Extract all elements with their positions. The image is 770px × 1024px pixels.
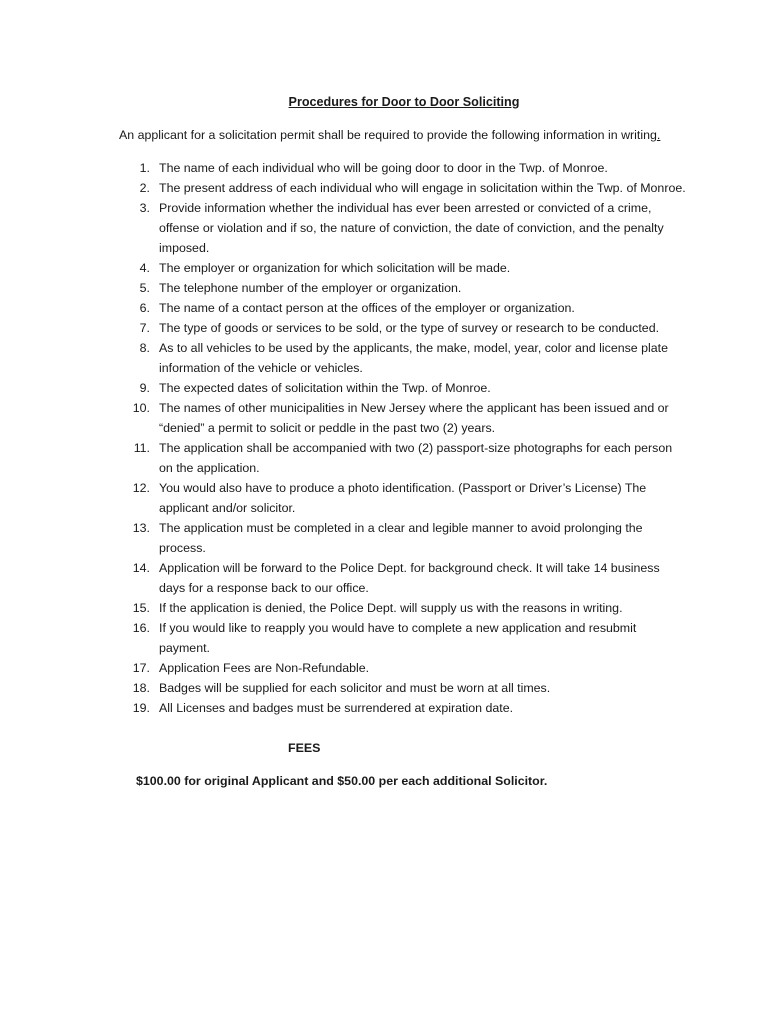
list-item-number: 3. bbox=[139, 201, 150, 215]
list-item-text: If you would like to reapply you would have to complete a new application and resubmit payment. bbox=[159, 621, 637, 655]
list-item-number: 16. bbox=[132, 621, 150, 635]
list-item-text: All Licenses and badges must be surrendered at expiration date. bbox=[159, 701, 514, 715]
fees-heading: FEES bbox=[288, 741, 321, 755]
page-title: Procedures for Door to Door Soliciting bbox=[288, 95, 520, 109]
list-item bbox=[0, 198, 689, 258]
list-item-number: 7. bbox=[139, 321, 150, 335]
list-item-text: The names of other municipalities in New Jersey where the applicant has been issued and or “denied” a permit to solicit or peddle in the past two (2) years. bbox=[159, 401, 669, 435]
list-item-text: If the application is denied, the Police Dept. will supply us with the reasons in writing. bbox=[159, 601, 623, 615]
list-item-text: The name of each individual who will be going door to door in the Twp. of Monroe. bbox=[159, 161, 608, 175]
list-item-text: The present address of each individual who will engage in solicitation within the Twp. of Monroe. bbox=[159, 181, 686, 195]
list-item bbox=[0, 438, 689, 478]
list-item bbox=[0, 398, 689, 438]
list-item-number: 1. bbox=[139, 161, 150, 175]
list-item-text: The application must be completed in a clear and legible manner to avoid prolonging the process. bbox=[159, 521, 643, 555]
list-item-text: The employer or organization for which solicitation will be made. bbox=[159, 261, 511, 275]
list-item bbox=[0, 678, 689, 698]
intro-period: . bbox=[656, 128, 661, 142]
list-item-text: Application will be forward to the Police Dept. for background check. It will take 14 business days for a response back to our office. bbox=[159, 561, 660, 595]
list-item-text: The telephone number of the employer or organization. bbox=[159, 281, 462, 295]
list-item bbox=[0, 618, 689, 658]
list-item-number: 8. bbox=[139, 341, 150, 355]
list-item-number: 11. bbox=[133, 441, 150, 455]
intro-text: An applicant for a solicitation permit shall be required to provide the following information in writing bbox=[119, 128, 657, 142]
list-item bbox=[0, 258, 689, 278]
list-item-number: 5. bbox=[139, 281, 150, 295]
list-item-text: As to all vehicles to be used by the applicants, the make, model, year, color and license plate information of the vehicle or vehicles. bbox=[159, 341, 668, 375]
list-item-text: The name of a contact person at the offices of the employer or organization. bbox=[159, 301, 575, 315]
list-item-text: You would also have to produce a photo identification. (Passport or Driver’s License) The applicant and/or solicitor. bbox=[159, 481, 647, 515]
list-item bbox=[0, 658, 689, 678]
list-item bbox=[0, 318, 689, 338]
list-item-text: The type of goods or services to be sold, or the type of survey or research to be conducted. bbox=[159, 321, 660, 335]
list-item-number: 19. bbox=[132, 701, 150, 715]
list-item-number: 9. bbox=[139, 381, 150, 395]
intro-paragraph bbox=[119, 125, 759, 145]
list-item-number: 18. bbox=[132, 681, 150, 695]
list-item bbox=[0, 378, 689, 398]
fees-text: $100.00 for original Applicant and $50.00 per each additional Solicitor. bbox=[136, 774, 548, 788]
requirements-list bbox=[0, 158, 689, 718]
list-item-text: Provide information whether the individual has ever been arrested or convicted of a crime, offense or violation and if so, the nature of conviction, the date of conviction, and the penalty imposed. bbox=[159, 201, 664, 255]
list-item-number: 6. bbox=[139, 301, 150, 315]
list-item bbox=[0, 598, 689, 618]
list-item-number: 13. bbox=[132, 521, 150, 535]
list-item-number: 14. bbox=[132, 561, 150, 575]
list-item bbox=[0, 278, 689, 298]
list-item-number: 12. bbox=[132, 481, 150, 495]
list-item-number: 2. bbox=[139, 181, 150, 195]
list-item bbox=[0, 478, 689, 518]
list-item-number: 10. bbox=[132, 401, 150, 415]
list-item-text: Application Fees are Non-Refundable. bbox=[159, 661, 370, 675]
list-item bbox=[0, 518, 689, 558]
list-item bbox=[0, 698, 689, 718]
list-item-number: 4. bbox=[139, 261, 150, 275]
list-item bbox=[0, 178, 689, 198]
list-item bbox=[0, 558, 689, 598]
list-item-text: The application shall be accompanied with two (2) passport-size photographs for each person on the application. bbox=[159, 441, 673, 475]
list-item-number: 17. bbox=[132, 661, 150, 675]
list-item-number: 15. bbox=[132, 601, 150, 615]
list-item bbox=[0, 298, 689, 318]
list-item bbox=[0, 338, 689, 378]
list-item bbox=[0, 158, 689, 178]
list-item-text: The expected dates of solicitation within the Twp. of Monroe. bbox=[159, 381, 491, 395]
list-item-text: Badges will be supplied for each solicitor and must be worn at all times. bbox=[159, 681, 551, 695]
